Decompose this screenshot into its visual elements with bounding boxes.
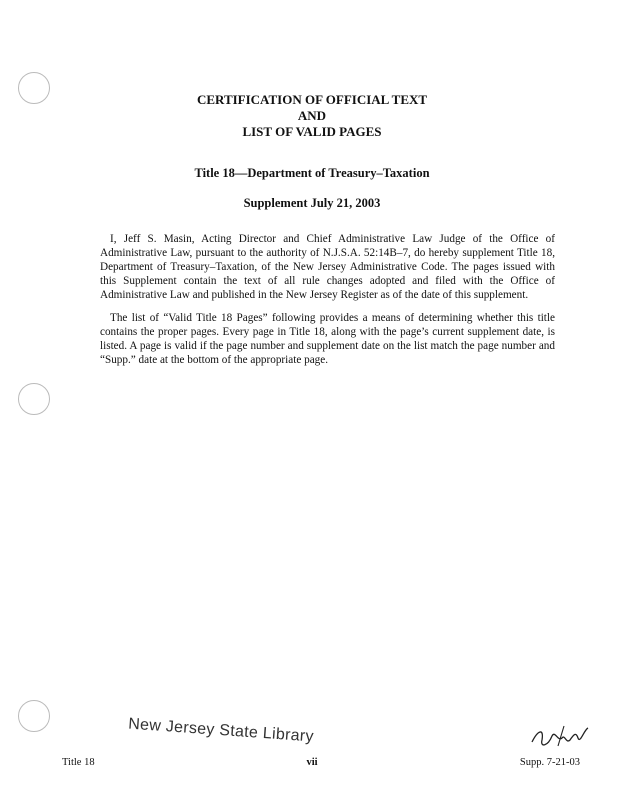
footer-title: Title 18: [62, 757, 95, 768]
library-stamp: New Jersey State Library: [127, 715, 315, 746]
body-text: [100, 232, 555, 376]
supplement-date-line: Supplement July 21, 2003: [243, 196, 381, 210]
title-line: Title 18—Department of Treasury–Taxation: [194, 166, 430, 180]
certification-heading: [0, 92, 624, 140]
page-number: vii: [306, 757, 318, 768]
heading-line-2: AND: [297, 108, 327, 123]
heading-line-1: CERTIFICATION OF OFFICIAL TEXT: [196, 92, 428, 107]
heading-line-3: LIST OF VALID PAGES: [242, 124, 382, 139]
paragraph-valid-pages: The list of “Valid Title 18 Pages” following provides a means of determining whether this title contains the proper pages. Every page in Title 18, along with the page’s current supplement date, is listed. A page is valid if the page number and supplement date on the list match the page number and “Supp.” date at the bottom of the appropriate page.: [100, 312, 555, 366]
footer-supplement-date: Supp. 7-21-03: [519, 757, 580, 768]
punch-hole: [18, 383, 50, 415]
punch-hole: [18, 700, 50, 732]
handwritten-signature-icon: [528, 720, 592, 754]
paragraph-certification: I, Jeff S. Masin, Acting Director and Chief Administrative Law Judge of the Office of Administrative Law, pursuant to the authority of N.J.S.A. 52:14B–7, do hereby supplement Title 18, Department of Treasury–Taxation, of the New Jersey Administrative Code. The pages issued with this Supplement contain the text of all rule changes adopted and filed with the Office of Administrative Law and published in the New Jersey Register as of the date of this supplement.: [100, 233, 555, 301]
